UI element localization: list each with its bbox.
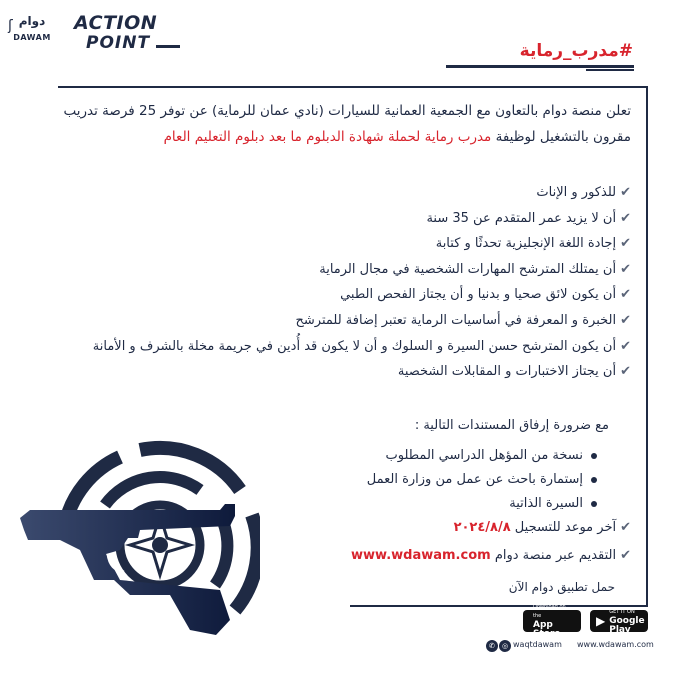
- list-item: [367, 444, 597, 468]
- requirement-text: أن لا يزيد عمر المتقدم عن 35 سنة: [426, 210, 617, 226]
- intro-text: تعلن منصة دوام بالتعاون مع الجمعية العمانية للسيارات (نادي عمان للرماية) عن توفر 25 فرصة تدريب مقرون بالتشغيل لوظيفة: [63, 103, 631, 145]
- check-icon: ✔: [620, 312, 631, 328]
- google-play-label: Google Play: [609, 615, 645, 635]
- bullet-icon: [591, 501, 597, 507]
- requirement-text: إجادة اللغة الإنجليزية تحدثًا و كتابة: [435, 236, 617, 252]
- document-text: السيرة الذاتية: [509, 496, 583, 511]
- frame-bottom-line: [350, 605, 648, 607]
- list-item: [367, 468, 597, 492]
- dawam-symbol-icon: ʃ: [8, 18, 13, 34]
- check-icon: ✔: [620, 520, 631, 535]
- app-download-title: حمل تطبيق دوام الآن: [508, 580, 615, 594]
- requirement-text: أن يكون المترشح حسن السيرة و السلوك و أن لا يكون قد أُدين في جريمة مخلة بالشرف و الأمانة: [92, 338, 617, 354]
- frame-top-line: [58, 86, 648, 88]
- job-announcement-intro: [31, 98, 631, 150]
- whatsapp-icon[interactable]: ✆: [486, 640, 498, 652]
- dawam-logo-arabic: دوام: [18, 14, 46, 28]
- frame-right-line: [646, 86, 648, 606]
- deadline-label: آخر موعد للتسجيل: [510, 520, 617, 535]
- requirement-text: الخبرة و المعرفة في أساسيات الرماية تعتبر إضافة للمترشح: [295, 312, 617, 328]
- list-item: [21, 231, 631, 257]
- list-item: [21, 334, 631, 360]
- dawam-logo-english: DAWAM: [13, 33, 51, 42]
- bullet-icon: [591, 453, 597, 459]
- requirement-text: للذكور و الإناث: [536, 185, 617, 200]
- app-store-label: App Store: [533, 620, 561, 639]
- footer-website[interactable]: www.wdawam.com: [577, 640, 654, 649]
- requirement-text: أن يمتلك المترشح المهارات الشخصية في مجال الرماية: [319, 261, 617, 277]
- list-item: [21, 257, 631, 283]
- check-icon: ✔: [620, 548, 631, 563]
- requirement-text: أن يجتاز الاختبارات و المقابلات الشخصية: [397, 364, 617, 380]
- check-icon: ✔: [620, 364, 631, 380]
- apply-line: [351, 548, 631, 563]
- google-play-small-text: GET IT ON: [609, 608, 635, 615]
- requirement-text: أن يكون لائق صحيا و بدنيا و أن يجتاز الفحص الطبي: [340, 287, 617, 303]
- list-item: [21, 282, 631, 308]
- check-icon: ✔: [620, 185, 631, 200]
- action-point-logo-bottom: POINT: [86, 33, 151, 53]
- check-icon: ✔: [620, 287, 631, 303]
- list-item: [367, 492, 597, 516]
- check-icon: ✔: [620, 210, 631, 226]
- list-item: [21, 359, 631, 385]
- deadline-date: ٢٠٢٤/٨/٨: [453, 520, 511, 535]
- hashtag-underline: [446, 65, 634, 68]
- hashtag-underline-short: [586, 69, 634, 71]
- play-icon: ▶: [596, 614, 606, 628]
- apply-label: التقديم عبر منصة دوام: [490, 548, 617, 563]
- requirements-list: [21, 180, 631, 385]
- list-item: [21, 308, 631, 334]
- check-icon: ✔: [620, 338, 631, 354]
- shooting-target-illustration: [20, 430, 260, 675]
- bullet-icon: [591, 477, 597, 483]
- google-play-button[interactable]: [590, 608, 648, 635]
- instagram-icon[interactable]: ◎: [499, 640, 511, 652]
- list-item: [21, 206, 631, 232]
- job-hashtag: #مدرب_رماية: [519, 41, 633, 61]
- check-icon: ✔: [620, 236, 631, 252]
- deadline-line: [454, 520, 631, 535]
- apply-link[interactable]: www.wdawam.com: [351, 548, 491, 563]
- documents-heading: مع ضرورة إرفاق المستندات التالية :: [414, 418, 609, 433]
- documents-list: [367, 444, 597, 516]
- social-handle: waqtdawam: [513, 640, 562, 649]
- action-point-logo: [74, 12, 184, 52]
- app-store-button[interactable]: [523, 604, 581, 639]
- list-item: [21, 180, 631, 206]
- check-icon: ✔: [620, 261, 631, 277]
- app-store-small-text: Download on the: [533, 604, 566, 619]
- intro-highlight: مدرب رماية لحملة شهادة الدبلوم ما بعد دبلوم التعليم العام: [163, 129, 492, 145]
- action-point-logo-top: ACTION: [74, 12, 158, 34]
- document-text: نسخة من المؤهل الدراسي المطلوب: [385, 448, 583, 463]
- action-point-logo-bar: [156, 45, 180, 48]
- dawam-logo: [10, 12, 58, 52]
- document-text: إستمارة باحث عن عمل من وزارة العمل: [366, 472, 583, 487]
